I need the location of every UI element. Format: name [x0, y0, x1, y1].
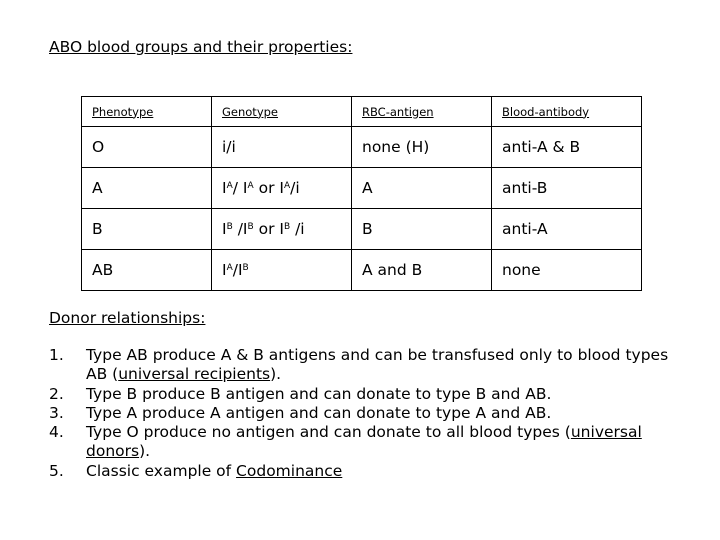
cell-genotype: $I^A/$ $I^A$ or $I^A/i$ [212, 168, 352, 209]
list-number: 2. [49, 384, 64, 403]
cell-antigen: A [352, 168, 492, 209]
donor-relationships-heading: Donor relationships: [49, 309, 206, 327]
cell-antibody: anti-B [492, 168, 642, 209]
header-blood-antibody: Blood-antibody [492, 97, 642, 127]
cell-phenotype: AB [82, 250, 212, 291]
list-item: 5. Classic example of Codominance [49, 461, 343, 480]
table-row [82, 168, 642, 209]
abo-properties-table [81, 96, 642, 291]
list-number: 4. [49, 423, 64, 442]
list-item: 4. Type O produce no antigen and can donate to all blood types (universal donors). [49, 423, 642, 461]
table-row [82, 209, 642, 250]
table-row [82, 127, 642, 168]
cell-phenotype: O [82, 127, 212, 168]
table-header-row [82, 97, 642, 127]
universal-donors-term: universal donors [86, 423, 642, 461]
cell-genotype: $I^B$ $/I^B$ or $I^B$ /i [212, 209, 352, 250]
cell-genotype: i/i [212, 127, 352, 168]
list-number: 1. [49, 346, 64, 364]
table-row [82, 250, 642, 291]
cell-antibody: none [492, 250, 642, 291]
cell-antibody: anti-A & B [492, 127, 642, 168]
cell-antibody: anti-A [492, 209, 642, 250]
cell-phenotype: B [82, 209, 212, 250]
donor-relationships-list [49, 346, 689, 481]
header-phenotype: Phenotype [82, 97, 212, 127]
cell-phenotype: A [82, 168, 212, 209]
list-number: 3. [49, 403, 64, 422]
list-item: 1. Type AB produce A & B antigens and can be transfused only to blood types AB (universal recipients). [49, 346, 669, 384]
page-title: ABO blood groups and their properties: [49, 38, 353, 56]
header-rbc-antigen: RBC-antigen [352, 97, 492, 127]
list-item: 2. Type B produce B antigen and can donate to type B and AB. [49, 384, 552, 403]
cell-genotype: $I^A/I^B$ [212, 250, 352, 291]
list-item: 3. Type A produce A antigen and can donate to type A and AB. [49, 403, 552, 422]
header-genotype: Genotype [212, 97, 352, 127]
universal-recipients-term: universal recipients [118, 365, 271, 384]
codominance-term: Codominance [236, 461, 343, 480]
cell-antigen: none (H) [352, 127, 492, 168]
list-number: 5. [49, 461, 64, 480]
cell-antigen: A and B [352, 250, 492, 291]
cell-antigen: B [352, 209, 492, 250]
